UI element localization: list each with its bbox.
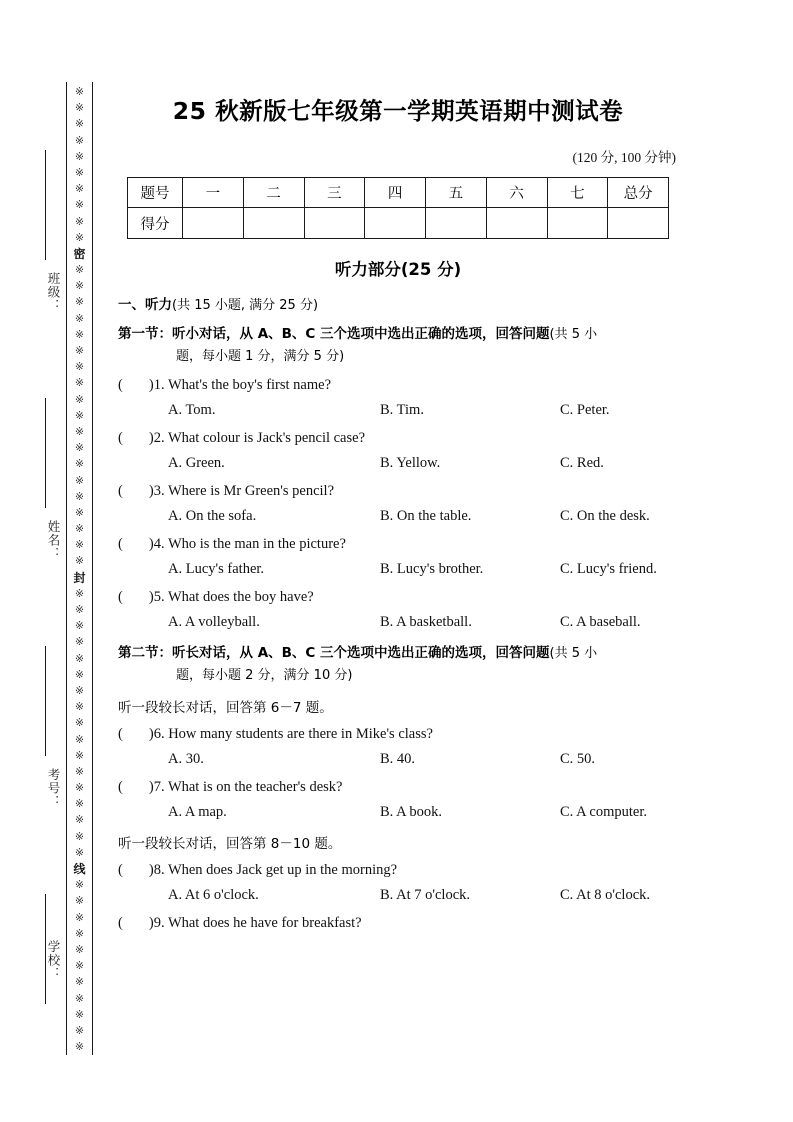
score-table-column-header: 三 xyxy=(304,178,365,208)
seal-mark-glyph: ※ xyxy=(74,667,85,681)
seal-mark-glyph: ※ xyxy=(74,764,85,778)
score-table-column-header: 五 xyxy=(426,178,487,208)
option-c[interactable]: C. Red. xyxy=(560,454,604,471)
seal-mark-glyph: ※ xyxy=(74,651,85,665)
seal-mark-glyph: ※ xyxy=(74,149,85,163)
seal-mark-glyph: ※ xyxy=(74,959,85,973)
score-table xyxy=(127,177,669,239)
school-field-label: 学校： xyxy=(46,940,61,981)
option-a[interactable]: A. 30. xyxy=(168,750,204,767)
seal-mark-glyph: ※ xyxy=(74,360,85,374)
question-line xyxy=(118,779,678,796)
exam-no-field-line xyxy=(45,646,46,756)
score-entry-cell[interactable] xyxy=(243,208,304,239)
seal-mark-glyph: ※ xyxy=(74,85,85,98)
question-number: 8. xyxy=(153,861,168,878)
seal-mark-glyph: ※ xyxy=(74,101,85,115)
question-stem: What colour is Jack's pencil case? xyxy=(167,429,366,446)
score-entry-cell[interactable] xyxy=(486,208,547,239)
seal-mark-glyph: ※ xyxy=(74,829,85,843)
score-entry-cell[interactable] xyxy=(183,208,244,239)
option-b[interactable]: B. 40. xyxy=(380,750,416,767)
seal-text-char: 封 xyxy=(73,570,86,585)
seal-mark-glyph: ※ xyxy=(74,700,85,714)
option-b[interactable]: B. On the table. xyxy=(380,507,472,524)
answer-paren-open: ( xyxy=(118,778,123,795)
question-stem: When does Jack get up in the morning? xyxy=(167,861,398,878)
class-field-line xyxy=(45,150,46,260)
answer-paren-open: ( xyxy=(118,535,123,552)
seal-mark-glyph: ※ xyxy=(74,845,85,859)
seal-mark-glyph: ※ xyxy=(74,489,85,503)
seal-mark-glyph: ※ xyxy=(74,263,85,277)
seal-mark-glyph: ※ xyxy=(74,1040,85,1054)
score-table-row-label: 题号 xyxy=(128,178,183,208)
subsection-heading-text: 第二节：听长对话，从 A、B、C 三个选项中选出正确的选项，回答问题 xyxy=(118,644,550,661)
question-stem: Who is the man in the picture? xyxy=(167,535,346,552)
answer-paren-open: ( xyxy=(118,725,123,742)
big-question-note: (共 15 小题, 满分 25 分) xyxy=(172,298,319,313)
option-c[interactable]: C. Peter. xyxy=(560,401,610,418)
answer-paren-close: ) xyxy=(148,588,154,605)
seal-mark-glyph: ※ xyxy=(74,732,85,746)
question-number: 3. xyxy=(153,482,168,499)
name-field-line xyxy=(45,398,46,508)
seal-mark-glyph: ※ xyxy=(74,441,85,455)
answer-paren-close: ) xyxy=(148,778,154,795)
seal-mark-glyph: ※ xyxy=(74,716,85,730)
seal-mark-glyph: ※ xyxy=(74,910,85,924)
seal-mark-glyph: ※ xyxy=(74,327,85,341)
seal-mark-glyph: ※ xyxy=(74,424,85,438)
option-b[interactable]: B. A book. xyxy=(380,803,443,820)
answer-paren-close: ) xyxy=(148,535,154,552)
option-a[interactable]: A. A map. xyxy=(168,803,227,820)
seal-mark-glyph: ※ xyxy=(74,926,85,940)
option-c[interactable]: C. 50. xyxy=(560,750,596,767)
seal-mark-glyph: ※ xyxy=(74,230,85,244)
subsection-heading-note: (共 5 小 xyxy=(549,327,598,342)
seal-mark-glyph: ※ xyxy=(74,797,85,811)
question-number: 9. xyxy=(153,914,168,931)
question-line xyxy=(118,483,678,500)
option-row xyxy=(118,614,678,632)
seal-mark-glyph: ※ xyxy=(74,635,85,649)
option-a[interactable]: A. At 6 o'clock. xyxy=(168,886,259,903)
seal-mark-glyph: ※ xyxy=(74,392,85,406)
table-row xyxy=(128,178,669,208)
seal-mark-glyph: ※ xyxy=(74,813,85,827)
question-stem: Where is Mr Green's pencil? xyxy=(167,482,335,499)
question-stem: How many students are there in Mike's class? xyxy=(168,725,433,742)
seal-mark-glyph: ※ xyxy=(74,878,85,892)
question-line xyxy=(118,915,678,932)
score-entry-cell[interactable] xyxy=(304,208,365,239)
seal-mark-glyph: ※ xyxy=(74,554,85,568)
question-line xyxy=(118,862,678,879)
table-row xyxy=(128,208,669,239)
dialogue-note: 听一段较长对话，回答第 6－7 题。 xyxy=(118,699,333,716)
seal-mark-glyph: ※ xyxy=(74,619,85,633)
score-table-row-label: 得分 xyxy=(128,208,183,239)
subsection-heading xyxy=(118,643,678,686)
seal-mark-glyph: ※ xyxy=(74,748,85,762)
option-row xyxy=(118,455,678,473)
seal-mark-glyph: ※ xyxy=(74,376,85,390)
seal-mark-glyph: ※ xyxy=(74,408,85,422)
seal-text-char: 线 xyxy=(73,862,86,876)
question-number: 5. xyxy=(153,588,168,605)
subsection-heading-continuation: 题，每小题 2 分，满分 10 分) xyxy=(176,667,353,683)
question-number: 4. xyxy=(153,535,168,552)
seal-mark-glyph: ※ xyxy=(74,894,85,908)
question-number: 2. xyxy=(153,429,168,446)
seal-mark-glyph: ※ xyxy=(74,295,85,309)
exam-meta: (120 分, 100 分钟) xyxy=(572,150,676,165)
score-table-wrapper xyxy=(118,177,678,239)
seal-mark-glyph: ※ xyxy=(74,781,85,795)
option-c[interactable]: C. A baseball. xyxy=(560,613,641,630)
answer-paren-open: ( xyxy=(118,429,123,446)
seal-mark-glyph: ※ xyxy=(74,1007,85,1021)
answer-paren-close: ) xyxy=(148,482,154,499)
score-entry-cell[interactable] xyxy=(608,208,669,239)
option-a[interactable]: A. On the sofa. xyxy=(168,507,257,524)
big-question-number: 一、 xyxy=(118,297,145,313)
question-line xyxy=(118,430,678,447)
question-stem: What does the boy have? xyxy=(167,588,314,605)
question-stem: What is on the teacher's desk? xyxy=(167,778,343,795)
option-c[interactable]: C. Lucy's friend. xyxy=(560,560,657,577)
answer-paren-close: ) xyxy=(148,914,154,931)
option-a[interactable]: A. Green. xyxy=(168,454,225,471)
answer-paren-close: ) xyxy=(148,725,154,742)
option-b[interactable]: B. A basketball. xyxy=(380,613,472,630)
option-row xyxy=(118,887,678,905)
option-a[interactable]: A. Tom. xyxy=(168,401,216,418)
option-row xyxy=(118,751,678,769)
seal-text-char: 密 xyxy=(73,246,86,261)
dialogue-note: 听一段较长对话，回答第 8－10 题。 xyxy=(118,835,342,852)
seal-mark-glyph: ※ xyxy=(74,311,85,325)
big-question-one xyxy=(118,293,678,313)
question-line xyxy=(118,726,678,743)
seal-mark-glyph: ※ xyxy=(74,975,85,989)
seal-mark-glyph: ※ xyxy=(74,279,85,293)
answer-paren-open: ( xyxy=(118,861,123,878)
answer-paren-open: ( xyxy=(118,376,123,393)
listening-sections xyxy=(118,324,678,932)
seal-mark-glyph: ※ xyxy=(74,198,85,212)
seal-mark-column xyxy=(67,84,92,1054)
question-stem: What's the boy's first name? xyxy=(167,376,332,393)
score-table-column-header: 七 xyxy=(547,178,608,208)
answer-paren-open: ( xyxy=(118,588,123,605)
option-b[interactable]: B. At 7 o'clock. xyxy=(380,886,471,903)
seal-mark-glyph: ※ xyxy=(74,942,85,956)
seal-mark-glyph: ※ xyxy=(74,538,85,552)
seal-mark-glyph: ※ xyxy=(74,182,85,196)
seal-mark-glyph: ※ xyxy=(74,683,85,697)
seal-mark-glyph: ※ xyxy=(74,117,85,131)
answer-paren-open: ( xyxy=(118,482,123,499)
question-number: 1. xyxy=(153,376,168,393)
score-entry-cell[interactable] xyxy=(365,208,426,239)
question-line xyxy=(118,589,678,606)
option-c[interactable]: C. At 8 o'clock. xyxy=(560,886,651,903)
option-c[interactable]: C. A computer. xyxy=(560,803,647,820)
seal-mark-glyph: ※ xyxy=(74,133,85,147)
option-b[interactable]: B. Yellow. xyxy=(380,454,441,471)
score-table-column-header: 一 xyxy=(183,178,244,208)
seal-mark-glyph: ※ xyxy=(74,165,85,179)
option-row xyxy=(118,508,678,526)
question-number: 7. xyxy=(153,778,168,795)
seal-mark-glyph: ※ xyxy=(74,603,85,616)
option-row xyxy=(118,402,678,420)
score-table-column-header: 二 xyxy=(243,178,304,208)
seal-rule-right xyxy=(92,82,93,1055)
question-line xyxy=(118,536,678,553)
question-stem: What does he have for breakfast? xyxy=(167,914,362,931)
option-c[interactable]: C. On the desk. xyxy=(560,507,650,524)
seal-mark-glyph: ※ xyxy=(74,457,85,471)
score-table-column-header: 四 xyxy=(365,178,426,208)
question-number: 6. xyxy=(153,725,169,742)
answer-paren-close: ) xyxy=(148,376,154,393)
option-a[interactable]: A. Lucy's father. xyxy=(168,560,265,577)
subsection-heading-note: (共 5 小 xyxy=(549,645,598,661)
seal-mark-glyph: ※ xyxy=(74,991,85,1005)
exam-no-field-label: 考号： xyxy=(46,768,61,809)
score-table-column-header: 六 xyxy=(486,178,547,208)
class-field-label: 班级： xyxy=(46,272,61,313)
option-b[interactable]: B. Tim. xyxy=(380,401,424,418)
score-entry-cell[interactable] xyxy=(547,208,608,239)
seal-mark-glyph: ※ xyxy=(74,214,85,228)
seal-mark-glyph: ※ xyxy=(74,505,85,519)
page-title: 25 秋新版七年级第一学期英语期中测试卷 xyxy=(172,97,624,125)
subsection-heading xyxy=(118,324,678,367)
seal-mark-glyph: ※ xyxy=(74,522,85,536)
seal-mark-glyph: ※ xyxy=(74,344,85,357)
subsection-heading-text: 第一节：听小对话，从 A、B、C 三个选项中选出正确的选项，回答问题 xyxy=(118,326,550,342)
option-b[interactable]: B. Lucy's brother. xyxy=(380,560,484,577)
name-field-label: 姓名： xyxy=(46,520,61,561)
option-row xyxy=(118,561,678,579)
paper-content xyxy=(118,0,678,1122)
seal-line-margin xyxy=(0,0,110,1122)
seal-mark-glyph: ※ xyxy=(74,1023,85,1037)
score-entry-cell[interactable] xyxy=(426,208,487,239)
answer-paren-open: ( xyxy=(118,914,123,931)
answer-paren-close: ) xyxy=(148,861,154,878)
answer-paren-close: ) xyxy=(148,429,154,446)
listening-part-title: 听力部分(25 分) xyxy=(334,260,462,279)
question-line xyxy=(118,377,678,394)
score-table-column-header: 总分 xyxy=(608,178,669,208)
big-question-name: 听力 xyxy=(145,297,172,313)
subsection-heading-continuation: 题，每小题 1 分，满分 5 分) xyxy=(176,348,345,364)
option-row xyxy=(118,804,678,822)
option-a[interactable]: A. A volleyball. xyxy=(168,613,260,630)
seal-mark-glyph: ※ xyxy=(74,586,85,600)
seal-mark-glyph: ※ xyxy=(74,473,85,487)
